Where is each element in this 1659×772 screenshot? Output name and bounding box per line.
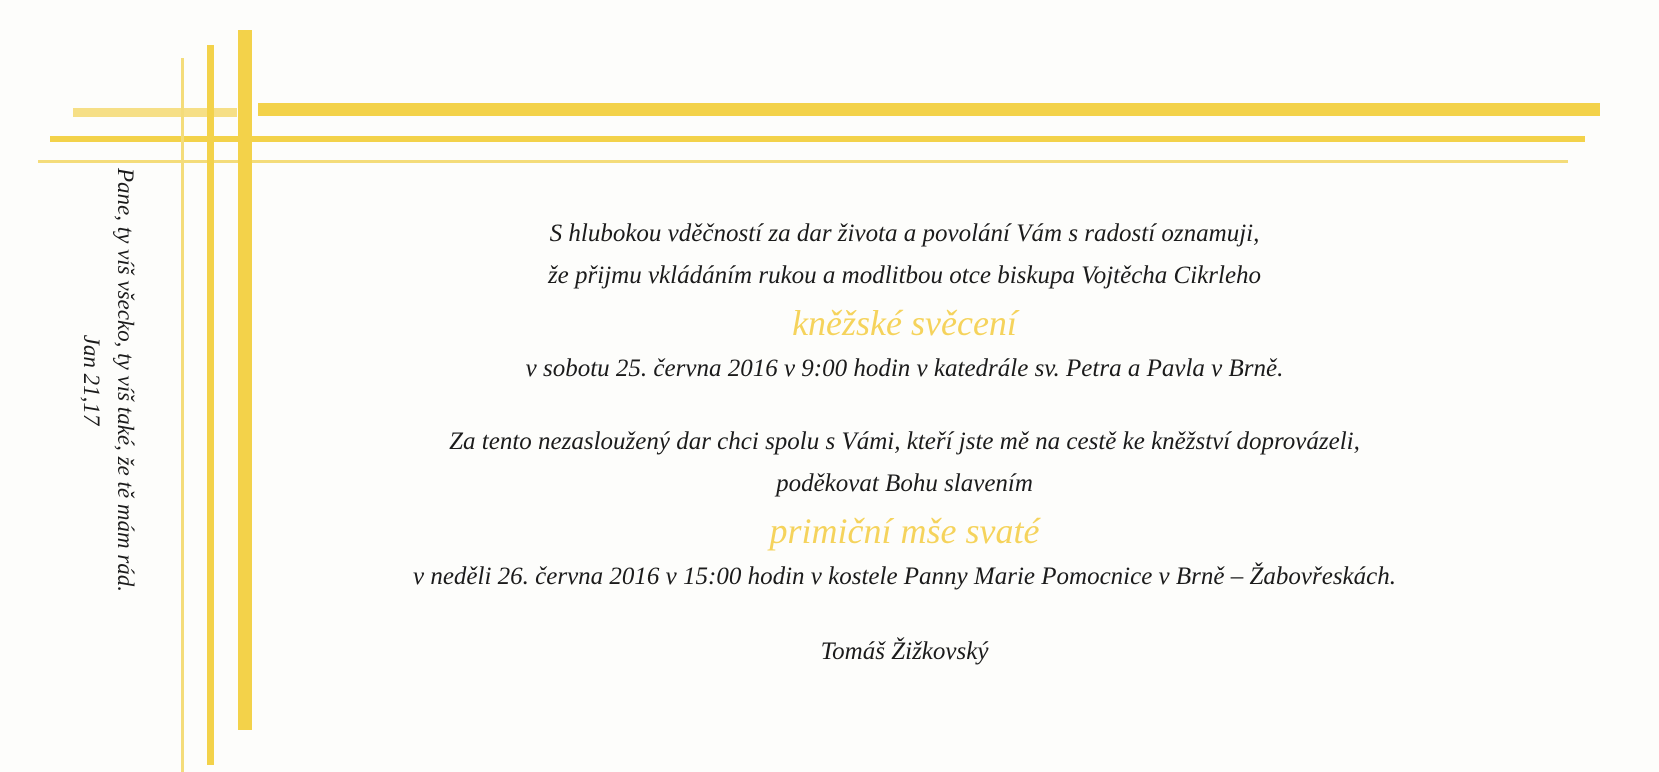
verse-text: Pane, ty víš všecko, ty víš také, že tě mám rád. xyxy=(113,167,138,593)
decor-bar-horizontal-bottom xyxy=(38,160,1568,163)
ordination-details: v sobotu 25. června 2016 v 9:00 hodin v katedrále sv. Petra a Pavla v Brně. xyxy=(525,355,1284,382)
mass-heading: primiční mše svaté xyxy=(769,511,1040,551)
thanks-line-2: poděkovat Bohu slavením xyxy=(776,470,1033,497)
ordination-heading: kněžské svěcení xyxy=(792,303,1017,343)
signature: Tomáš Žižkovský xyxy=(820,638,989,665)
mass-details: v neděli 26. června 2016 v 15:00 hodin v kostele Panny Marie Pomocnice v Brně – Žabovřeskách. xyxy=(412,563,1397,590)
thanks-line-1: Za tento nezasloužený dar chci spolu s Vámi, kteří jste mě na cestě ke kněžství doprovázeli, xyxy=(449,428,1360,455)
verse-reference: Jan 21,17 xyxy=(79,334,104,426)
decor-bar-horizontal-top xyxy=(258,103,1600,116)
intro-line-1: S hlubokou vděčností za dar života a povolání Vám s radostí oznamuji, xyxy=(549,220,1260,247)
decor-bar-horizontal-middle xyxy=(50,136,1585,142)
intro-line-2: že přijmu vkládáním rukou a modlitbou otce biskupa Vojtěcha Cikrleho xyxy=(547,262,1262,289)
